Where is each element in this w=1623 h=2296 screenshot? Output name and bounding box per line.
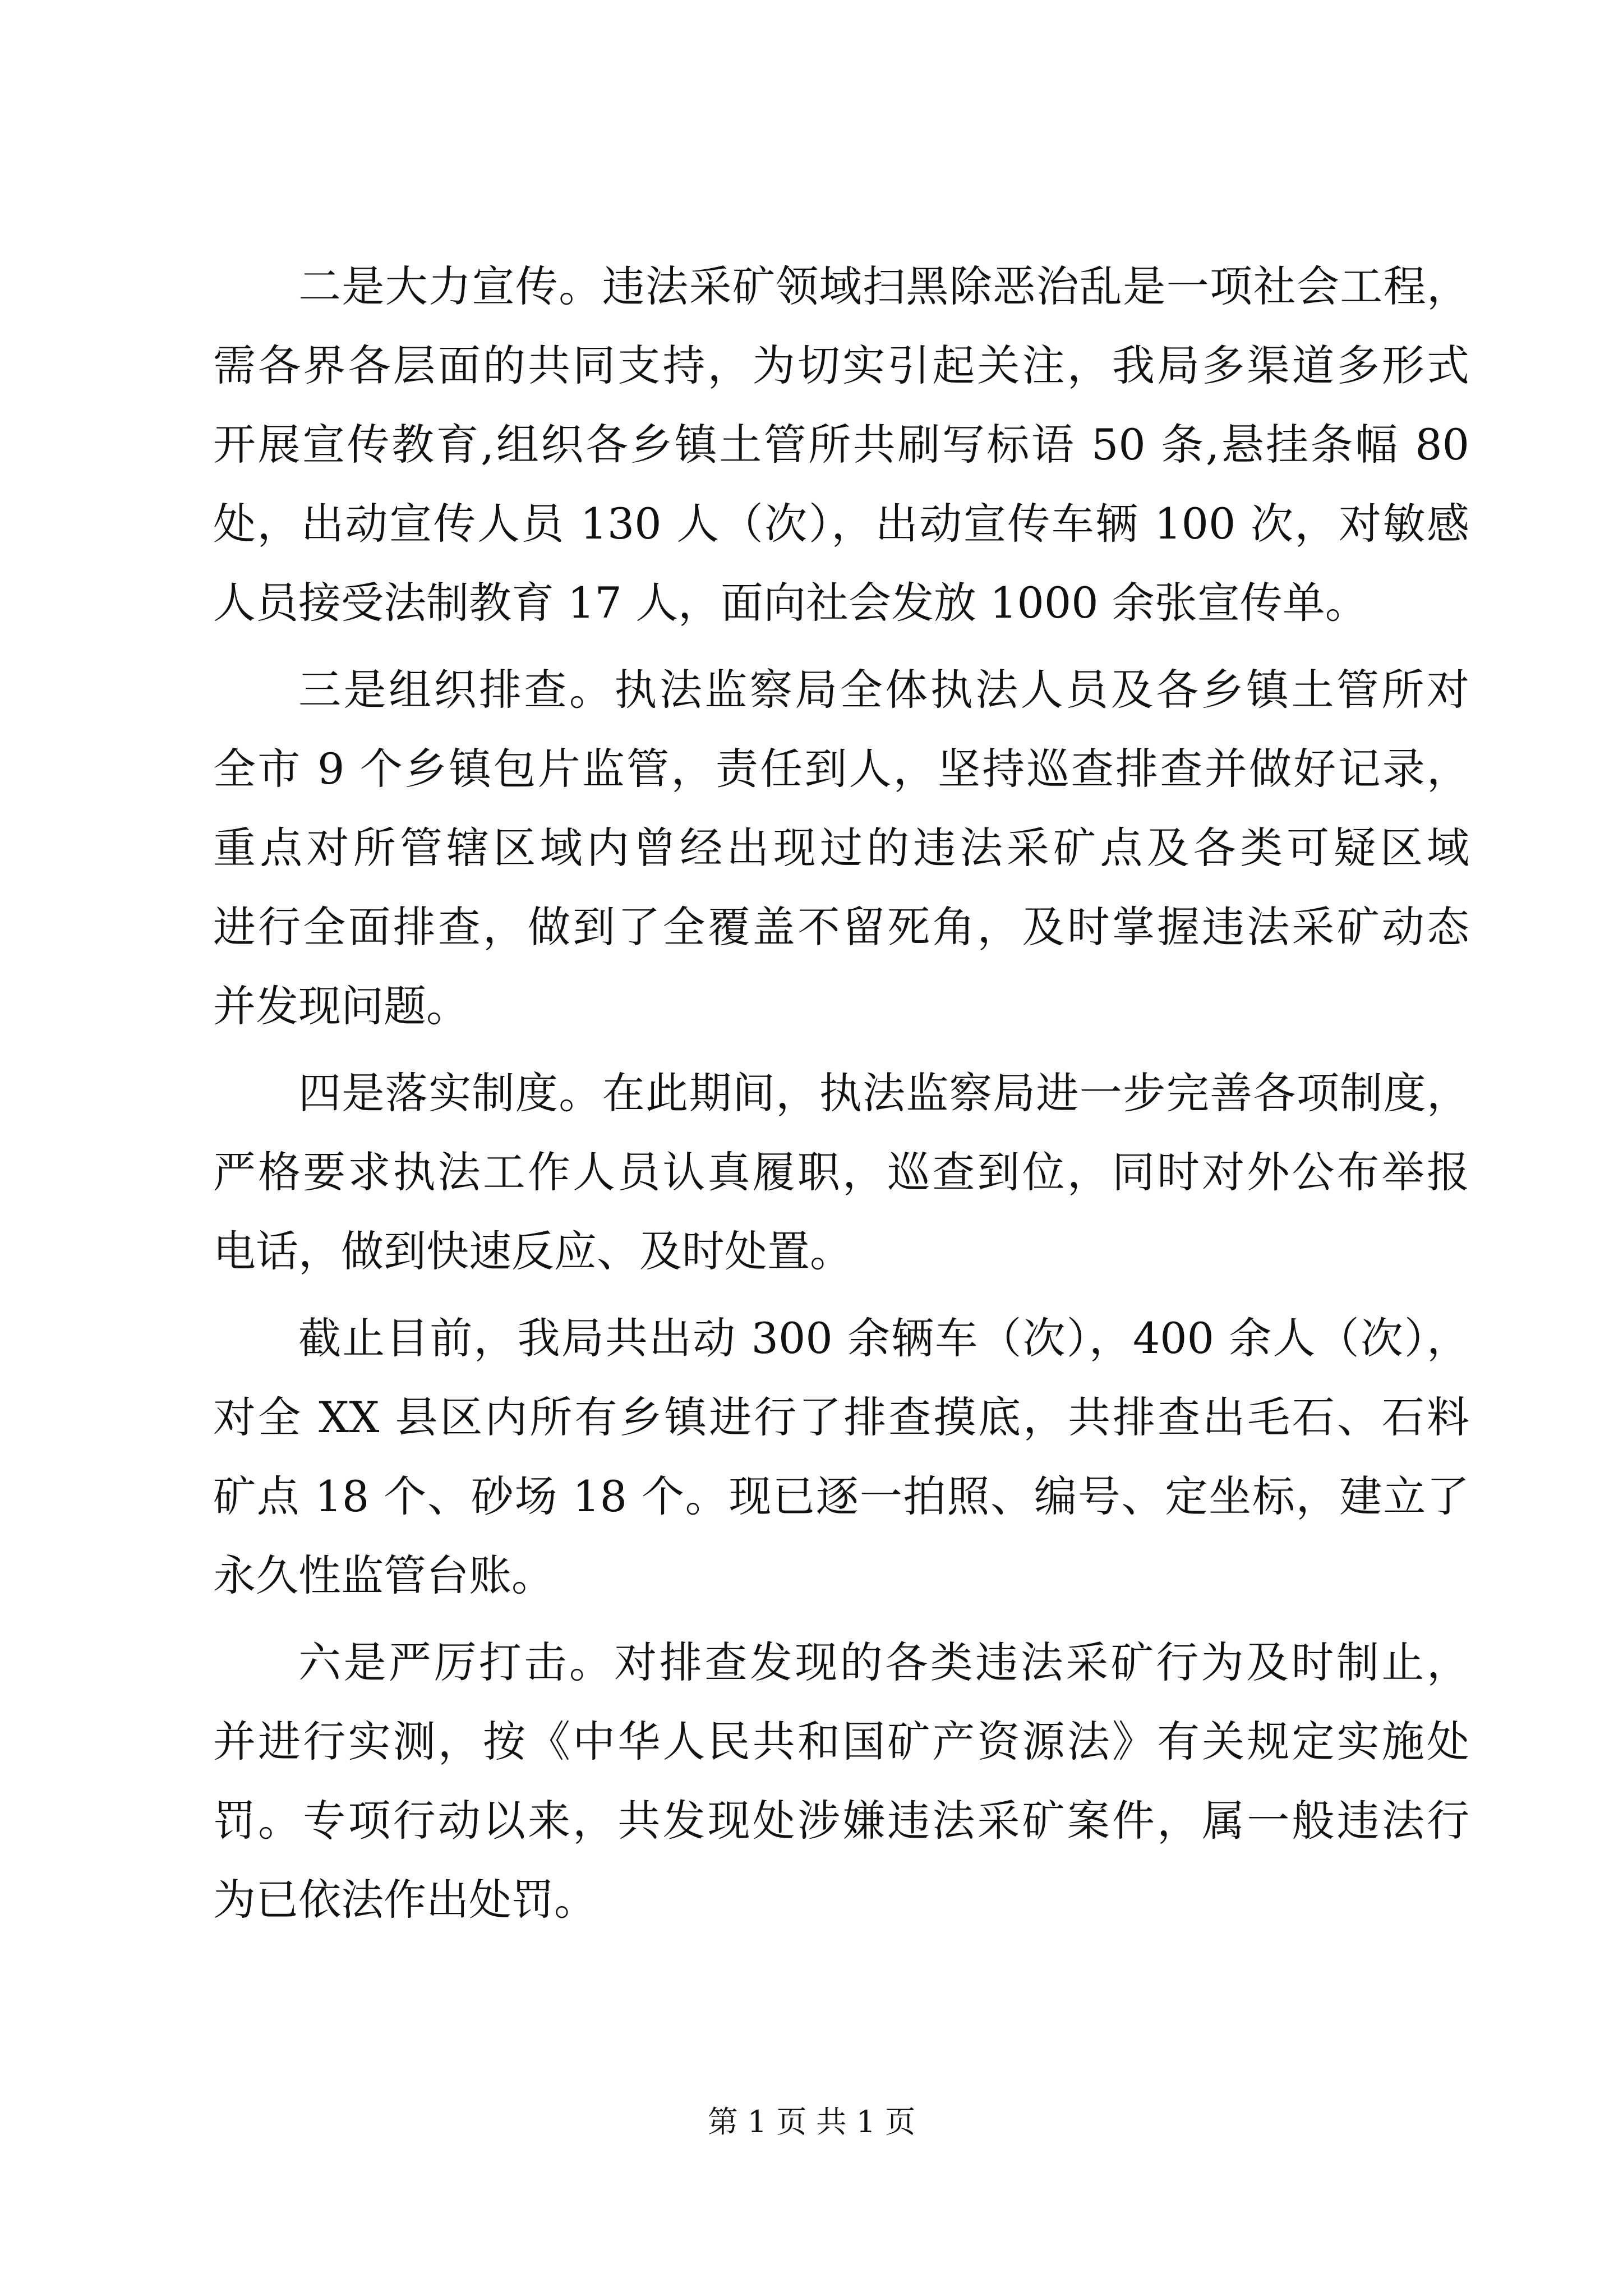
page-footer: 第 1 页 共 1 页 — [707, 2104, 916, 2139]
paragraph-propaganda — [213, 247, 1469, 642]
text-line: 罚。专项行动以来，共发现处涉嫌违法采矿案件，属一般违法行 — [213, 1796, 1469, 1846]
text-line: 电话，做到快速反应、及时处置。 — [213, 1226, 852, 1276]
text-line: 四是落实制度。在此期间，执法监察局进一步完善各项制度， — [298, 1068, 1469, 1118]
text-line: 永久性监管台账。 — [213, 1550, 554, 1600]
text-line: 三是组织排查。执法监察局全体执法人员及各乡镇土管所对 — [298, 665, 1469, 715]
text-line: 对全 XX 县区内所有乡镇进行了排查摸底，共排查出毛石、石料 — [213, 1392, 1469, 1442]
text-line: 并进行实测，按《中华人民共和国矿产资源法》有关规定实施处 — [213, 1717, 1469, 1766]
text-line: 人员接受法制教育 17 人，面向社会发放 1000 余张宣传单。 — [213, 578, 1368, 628]
document-body — [213, 247, 1469, 1947]
text-line: 重点对所管辖区域内曾经出现过的违法采矿点及各类可疑区域 — [213, 823, 1469, 873]
text-line: 六是严厉打击。对排查发现的各类违法采矿行为及时制止， — [298, 1637, 1469, 1687]
paragraph-inspection — [213, 650, 1469, 1046]
text-line: 矿点 18 个、砂场 18 个。现已逐一拍照、编号、定坐标，建立了 — [213, 1471, 1469, 1521]
text-line: 为已依法作出处罚。 — [213, 1875, 597, 1925]
paragraph-crackdown — [213, 1623, 1469, 1939]
text-line: 并发现问题。 — [213, 981, 469, 1031]
paragraph-system — [213, 1053, 1469, 1291]
text-line: 二是大力宣传。违法采矿领域扫黑除恶治乱是一项社会工程， — [298, 261, 1469, 311]
paragraph-progress — [213, 1299, 1469, 1615]
text-line: 进行全面排查，做到了全覆盖不留死角，及时掌握违法采矿动态 — [213, 902, 1469, 952]
text-line: 全市 9 个乡镇包片监管，责任到人，坚持巡查排查并做好记录， — [213, 744, 1469, 794]
text-line: 严格要求执法工作人员认真履职，巡查到位，同时对外公布举报 — [213, 1147, 1469, 1197]
text-line: 需各界各层面的共同支持，为切实引起关注，我局多渠道多形式 — [213, 341, 1469, 390]
text-line: 截止目前，我局共出动 300 余辆车（次），400 余人（次）， — [298, 1313, 1469, 1363]
text-line: 开展宣传教育,组织各乡镇土管所共刷写标语 50 条,悬挂条幅 80 — [213, 420, 1469, 470]
text-line: 处，出动宣传人员 130 人（次），出动宣传车辆 100 次，对敏感 — [213, 499, 1469, 549]
